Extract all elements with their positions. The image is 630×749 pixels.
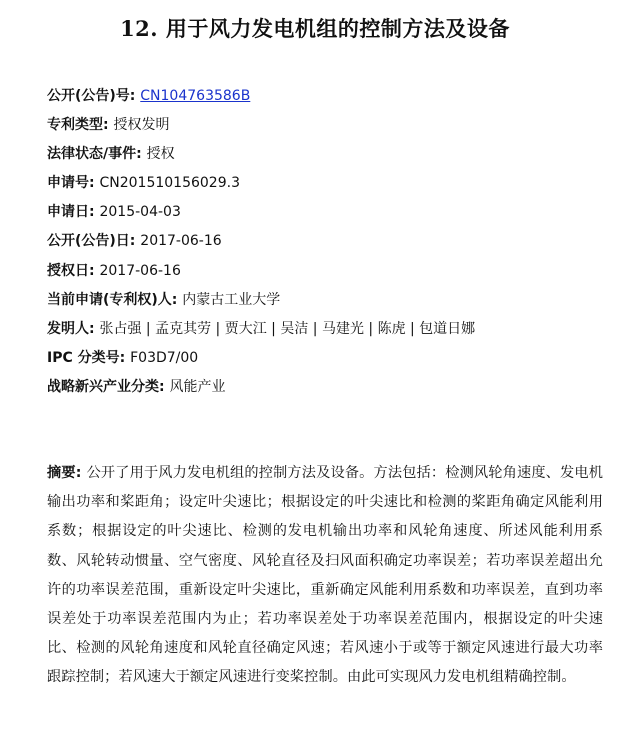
- publication-number-link[interactable]: CN104763586B: [140, 88, 251, 104]
- field-label: 授权日: [47, 262, 89, 279]
- field-value: 2017-06-16: [140, 233, 222, 250]
- field-value: 内蒙古工业大学: [182, 291, 281, 308]
- field-patent-type: 专利类型: 授权发明: [47, 117, 170, 134]
- patent-fields: [47, 82, 607, 402]
- field-publication-number: 公开(公告)号: CN104763586B: [47, 88, 251, 104]
- field-application-number: 申请号: CN201510156029.3: [47, 175, 240, 192]
- field-label: 专利类型: [47, 117, 103, 134]
- field-label: 申请日: [47, 204, 89, 221]
- field-value: 2017-06-16: [99, 262, 181, 279]
- field-label: 当前申请(专利权)人: [47, 291, 172, 308]
- field-legal-status: 法律状态/事件: 授权: [47, 146, 175, 163]
- field-assignee: 当前申请(专利权)人: 内蒙古工业大学: [47, 291, 281, 308]
- field-label: 公开(公告)号: [47, 88, 130, 104]
- abstract-text: 公开了用于风力发电机组的控制方法及设备。方法包括：检测风轮角速度、发电机输出功率和桨距角；设定叶尖速比；根据设定的叶尖速比和检测的桨距角确定风能利用系数；根据设定的叶尖速比、检测的发电机输出功率和风轮角速度、所述风能利用系数、风轮转动惯量、空气密度、风轮直径及扫风面积确定功率误差；若功率误差超出允许的功率误差范围，重新设定叶尖速比，重新确定风能利用系数和功率误差，直到功率误差处于功率误差范围内为止；若功率误差处于功率误差范围内，根据设定的叶尖速比、检测的风轮角速度和风轮直径确定风速；若风速小于或等于额定风速进行最大功率跟踪控制；若风速大于额定风速进行变桨控制。由此可实现风力发电机组精确控制。: [47, 465, 603, 686]
- field-inventors: 发明人: 张占强 | 孟克其劳 | 贾大江 | 吴洁 | 马建光 | 陈虎 | 包道日娜: [47, 320, 476, 337]
- field-label: 法律状态/事件: [47, 146, 137, 163]
- page-title: 12. 用于风力发电机组的控制方法及设备: [120, 16, 510, 41]
- field-value: 2015-04-03: [99, 204, 181, 221]
- field-value: 风能产业: [169, 378, 226, 395]
- abstract-label: 摘要: [47, 465, 76, 481]
- field-label: IPC 分类号: [47, 349, 120, 366]
- field-value: 授权发明: [113, 117, 170, 134]
- field-label: 战略新兴产业分类: [47, 378, 159, 395]
- field-value: CN201510156029.3: [99, 175, 240, 192]
- field-publication-date: 公开(公告)日: 2017-06-16: [47, 233, 222, 250]
- field-label: 发明人: [47, 320, 89, 337]
- field-ipc-class: IPC 分类号: F03D7/00: [47, 349, 199, 366]
- field-value: 授权: [146, 146, 175, 163]
- field-grant-date: 授权日: 2017-06-16: [47, 262, 181, 279]
- field-label: 公开(公告)日: [47, 233, 130, 250]
- field-label: 申请号: [47, 175, 89, 192]
- field-industry-class: 战略新兴产业分类: 风能产业: [47, 378, 226, 395]
- field-value: 张占强 | 孟克其劳 | 贾大江 | 吴洁 | 马建光 | 陈虎 | 包道日娜: [99, 320, 476, 337]
- field-value: F03D7/00: [130, 349, 199, 366]
- abstract-paragraph: 摘要: 公开了用于风力发电机组的控制方法及设备。方法包括：检测风轮角速度、发电机输出功率和桨距角；设定叶尖速比；根据设定的叶尖速比和检测的桨距角确定风能利用系数；根据设定的叶尖速比、检测的发电机输出功率和风轮角速度、所述风能利用系数、风轮转动惯量、空气密度、风轮直径及扫风面积确定功率误差；若功率误差超出允许的功率误差范围，重新设定叶尖速比，重新确定风能利用系数和功率误差，直到功率误差处于功率误差范围内为止；若功率误差处于功率误差范围内，根据设定的叶尖速比、检测的风轮角速度和风轮直径确定风速；若风速小于或等于额定风速进行最大功率跟踪控制；若风速大于额定风速进行变桨控制。由此可实现风力发电机组精确控制。: [47, 465, 603, 686]
- field-application-date: 申请日: 2015-04-03: [47, 204, 181, 221]
